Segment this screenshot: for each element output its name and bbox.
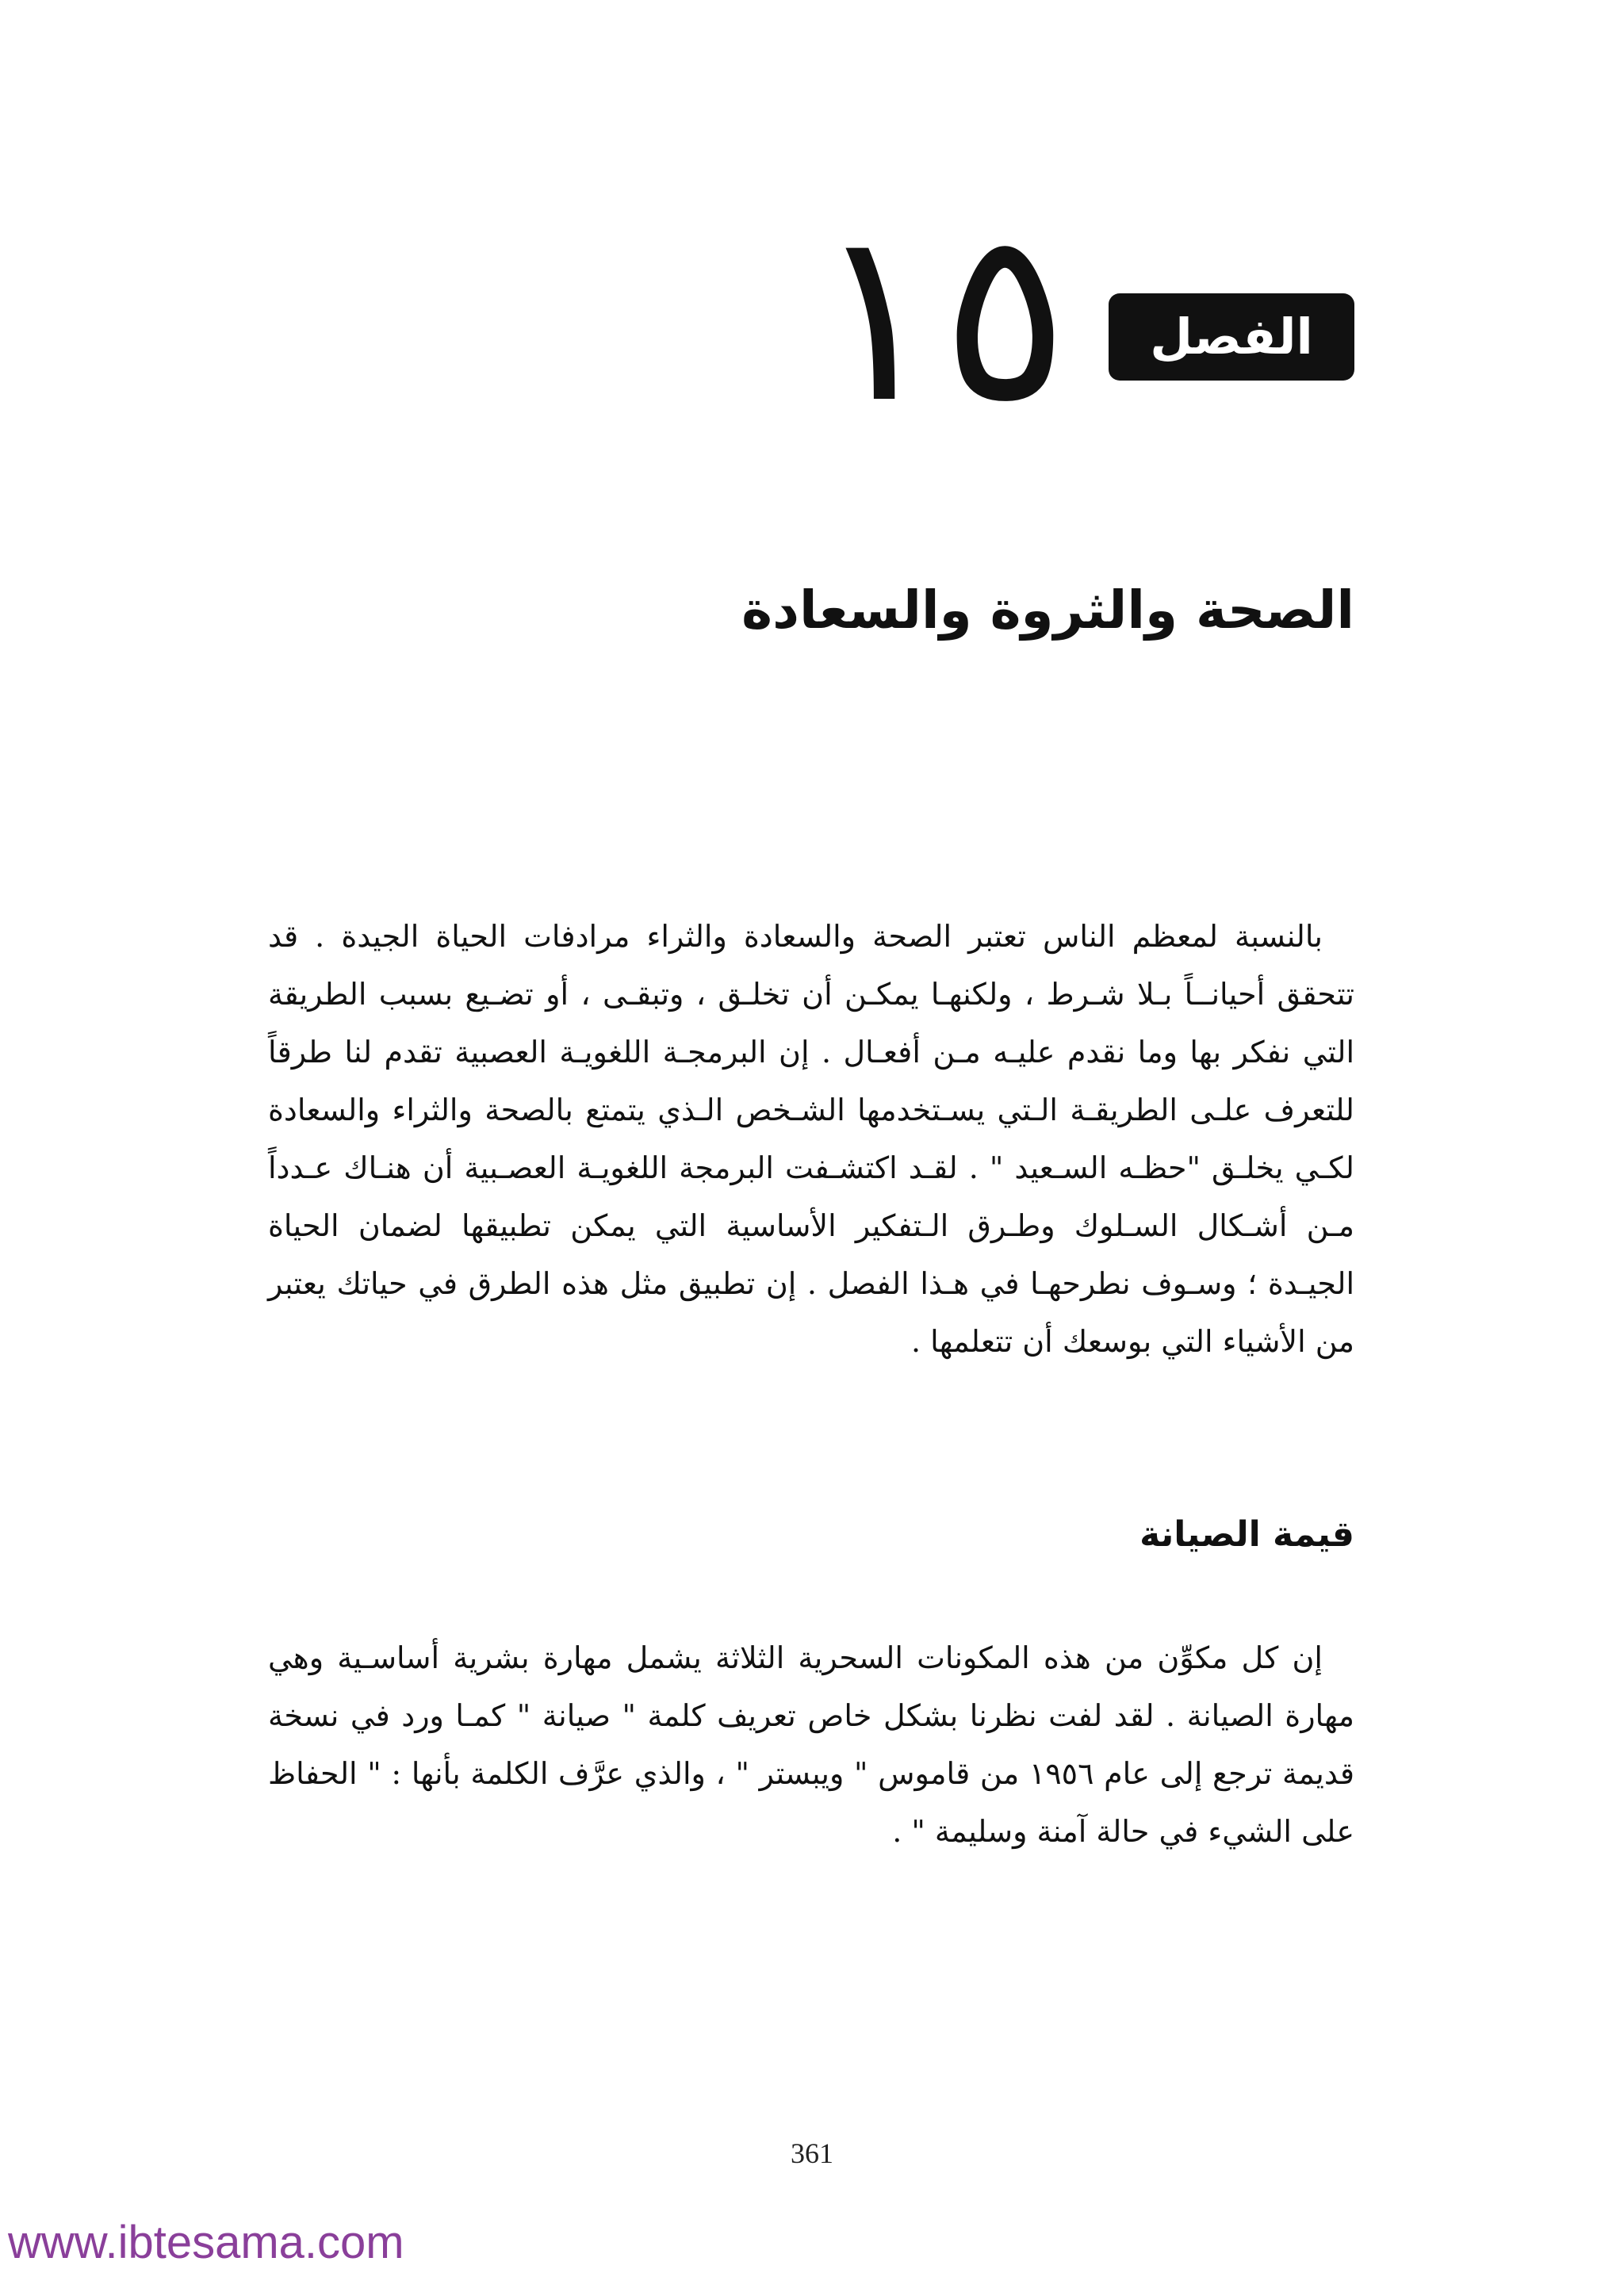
chapter-number: ١٥ [813,178,1069,455]
website-watermark[interactable]: www.ibtesama.com [8,2217,404,2268]
section-heading: قيمة الصيانة [1139,1514,1354,1555]
chapter-title: الصحة والثروة والسعادة [741,580,1354,641]
chapter-header [799,178,1354,455]
page-number: 361 [791,2137,833,2169]
paragraph-maintenance: إن كل مكوِّن من هذه المكونات السحرية الثلاثة يشمل مهارة بشرية أساسـية وهي مهارة الصيانة . لقد لفت نظرنا بشكل خاص تعريف كلمة " صيانة " كمـا ورد في نسخة قديمة ترجع إلى عام ١٩٥٦ من قاموس " ويبستر " ، والذي عرَّف الكلمة بأنها : " الحفاظ على الشيء في حالة آمنة وسليمة " . [268,1640,1354,1849]
chapter-label: الفصل [1150,308,1313,365]
chapter-label-box [1109,293,1354,381]
paragraph-intro: بالنسبة لمعظم الناس تعتبر الصحة والسعادة والثراء مرادفات الحياة الجيدة . قد تتحقق أحيانــاً بـلا شـرط ، ولكنهـا يمكـن أن تخلـق ، وتبقـى ، أو تضـيع بسبب الطريقة التي نفكر بها وما نقدم عليـه مـن أفعـال . إن البرمجـة اللغويـة العصبية تقدم لنا طرقاً للتعرف علـى الطريقـة الـتي يسـتخدمها الشـخص الـذي يتمتع بالصحة والثراء والسعادة لكـي يخلـق "حظـه السـعيد " . لقـد اكتشـفت البرمجة اللغويـة العصـبية أن هنـاك عـدداً مـن أشـكال السـلوك وطـرق الـتفكير الأساسية التي يمكن تطبيقها لضمان الحياة الجيـدة ؛ وسـوف نطرحهـا في هـذا الفصل . إن تطبيق مثل هذه الطرق في حياتك يعتبر من الأشياء التي بوسعك أن تتعلمها . [268,919,1354,1359]
